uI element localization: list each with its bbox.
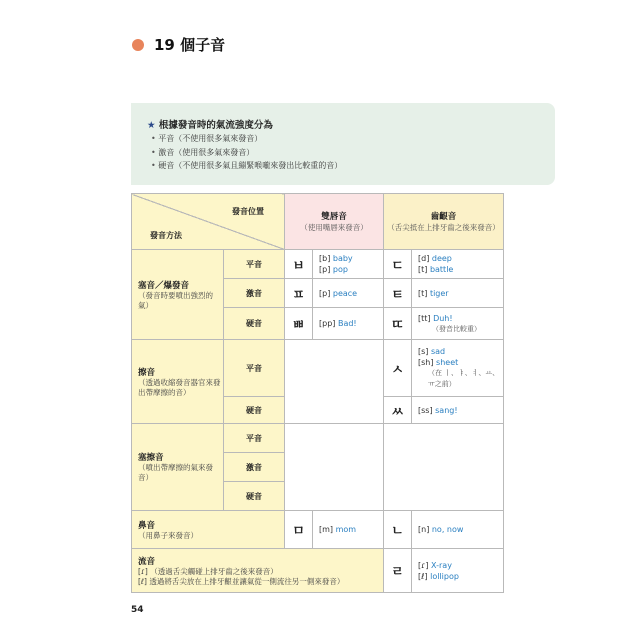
example-word: sheet: [436, 358, 459, 367]
empty-cell: [285, 340, 384, 424]
example-cell: [313, 308, 384, 340]
corner-place-label: 發音位置: [232, 207, 264, 216]
ipa: [tt]: [418, 313, 431, 323]
manner-title: 塞音／爆發音: [138, 280, 190, 291]
note-item: • 硬音（不使用很多氣且繃緊喉嚨來發出比較重的音）: [151, 159, 342, 173]
title-text: 19 個子音: [154, 36, 226, 54]
ipa: [s]: [418, 347, 429, 356]
jamo-cell: ㄷ: [384, 250, 412, 279]
note-item: • 激音（使用很多氣來發音）: [151, 146, 342, 160]
manner-title: 塞擦音: [138, 453, 164, 463]
example-cell: [412, 397, 504, 424]
manner-desc: （噴出帶摩擦的氣來發音）: [138, 463, 213, 482]
ipa: [m]: [319, 525, 334, 534]
manner-affricate: [132, 424, 224, 511]
ipa: [t]: [418, 265, 428, 274]
empty-cell: [384, 424, 504, 511]
manner-title: 鼻音: [138, 520, 156, 531]
ipa: [n]: [418, 525, 430, 534]
header-alveolar-sub: （舌尖抵在上排牙齒之後來發音）: [387, 223, 500, 232]
example-word: sad: [430, 347, 446, 356]
note-heading-text: 根據發音時的氣流強度分為: [158, 120, 273, 131]
example-word: X-ray: [431, 560, 452, 570]
example-cell: [412, 511, 504, 549]
manner-desc: （發音時要噴出強烈的氣）: [138, 290, 213, 310]
example-word: baby: [332, 254, 353, 263]
bullet-dot-icon: [132, 39, 144, 51]
manner-nasal: [132, 511, 285, 549]
example-word: Duh!: [433, 313, 453, 323]
example-cell: [412, 308, 504, 340]
manner-liquid: [132, 549, 384, 593]
ipa: [d]: [418, 254, 430, 263]
ipa: [ɾ]: [138, 566, 148, 576]
ipa: [pp]: [319, 319, 336, 328]
example-word: no, now: [431, 525, 464, 534]
jamo-cell: ㄹ: [384, 549, 412, 593]
empty-cell: [285, 424, 384, 511]
example-word: battle: [429, 265, 454, 274]
manner-desc: （透過收縮發音器官來發出帶摩擦的音）: [138, 377, 221, 397]
example-cell: [313, 279, 384, 308]
jamo-cell: ㄴ: [384, 511, 412, 549]
note-box: [131, 103, 555, 185]
example-cell: [412, 250, 504, 279]
manner-fricative: [132, 340, 224, 424]
consonant-table: [131, 193, 504, 593]
example-cell: [412, 279, 504, 308]
ipa: [ℓ]: [138, 576, 147, 586]
sub-plain: 平音: [224, 340, 285, 397]
header-bilabial-sub: （使用嘴唇來發音）: [300, 223, 368, 232]
example-cell: [412, 340, 504, 397]
manner-title: 流音: [138, 556, 156, 567]
sub-tense: 硬音: [224, 308, 285, 340]
header-alveolar-title: 齒齦音: [430, 212, 457, 222]
jamo-cell: ㅃ: [285, 308, 313, 340]
star-icon: ★: [147, 120, 156, 131]
jamo-cell: ㅌ: [384, 279, 412, 308]
manner-desc: 透過將舌尖放在上排牙齦並讓氣從一側流往另一側來發音）: [149, 576, 345, 586]
ipa: [ℓ]: [418, 571, 428, 581]
sub-plain: 平音: [224, 424, 285, 453]
manner-plosive: [132, 250, 224, 340]
jamo-cell: ㅂ: [285, 250, 313, 279]
example-cell: [313, 511, 384, 549]
example-word: tiger: [429, 288, 449, 298]
header-alveolar: [384, 194, 504, 250]
section-title: [132, 34, 225, 55]
jamo-cell: ㅍ: [285, 279, 313, 308]
manner-title: 擦音: [138, 367, 156, 378]
manner-desc: （用鼻子來發音）: [138, 530, 198, 540]
jamo-cell: ㅁ: [285, 511, 313, 549]
note-list: [151, 132, 342, 173]
ipa: [sh]: [418, 358, 434, 367]
example-note: （在 ㅣ、ㅑ、ㅕ、ㅛ、ㅠ之前）: [428, 369, 500, 388]
ipa: [p]: [319, 288, 331, 298]
sub-aspirated: 激音: [224, 279, 285, 308]
sub-tense: 硬音: [224, 482, 285, 511]
example-word: lollipop: [430, 571, 459, 581]
note-heading: [147, 117, 273, 131]
ipa: [ss]: [418, 405, 433, 415]
ipa: [t]: [418, 288, 428, 298]
header-bilabial-title: 雙唇音: [321, 212, 347, 222]
example-word: pop: [332, 265, 348, 274]
example-cell: [313, 250, 384, 279]
jamo-cell: ㅅ: [384, 340, 412, 397]
ipa: [p]: [319, 265, 331, 274]
example-word: sang!: [435, 405, 458, 415]
ipa: [b]: [319, 254, 331, 263]
table-corner: [132, 194, 285, 250]
example-cell: [412, 549, 504, 593]
example-word: mom: [335, 525, 357, 534]
page-number: 54: [131, 605, 144, 615]
sub-aspirated: 激音: [224, 453, 285, 482]
note-item: • 平音（不使用很多氣來發音）: [151, 132, 342, 146]
example-word: Bad!: [337, 319, 357, 328]
sub-plain: 平音: [224, 250, 285, 279]
ipa: [ɾ]: [418, 560, 429, 570]
example-note: （發音比較重）: [432, 324, 481, 333]
example-word: peace: [332, 288, 358, 298]
jamo-cell: ㄸ: [384, 308, 412, 340]
jamo-cell: ㅆ: [384, 397, 412, 424]
manner-desc: （透過舌尖觸碰上排牙齒之後來發音）: [150, 566, 278, 576]
sub-tense: 硬音: [224, 397, 285, 424]
header-bilabial: [285, 194, 384, 250]
example-word: deep: [431, 254, 452, 263]
corner-manner-label: 發音方法: [150, 231, 182, 240]
